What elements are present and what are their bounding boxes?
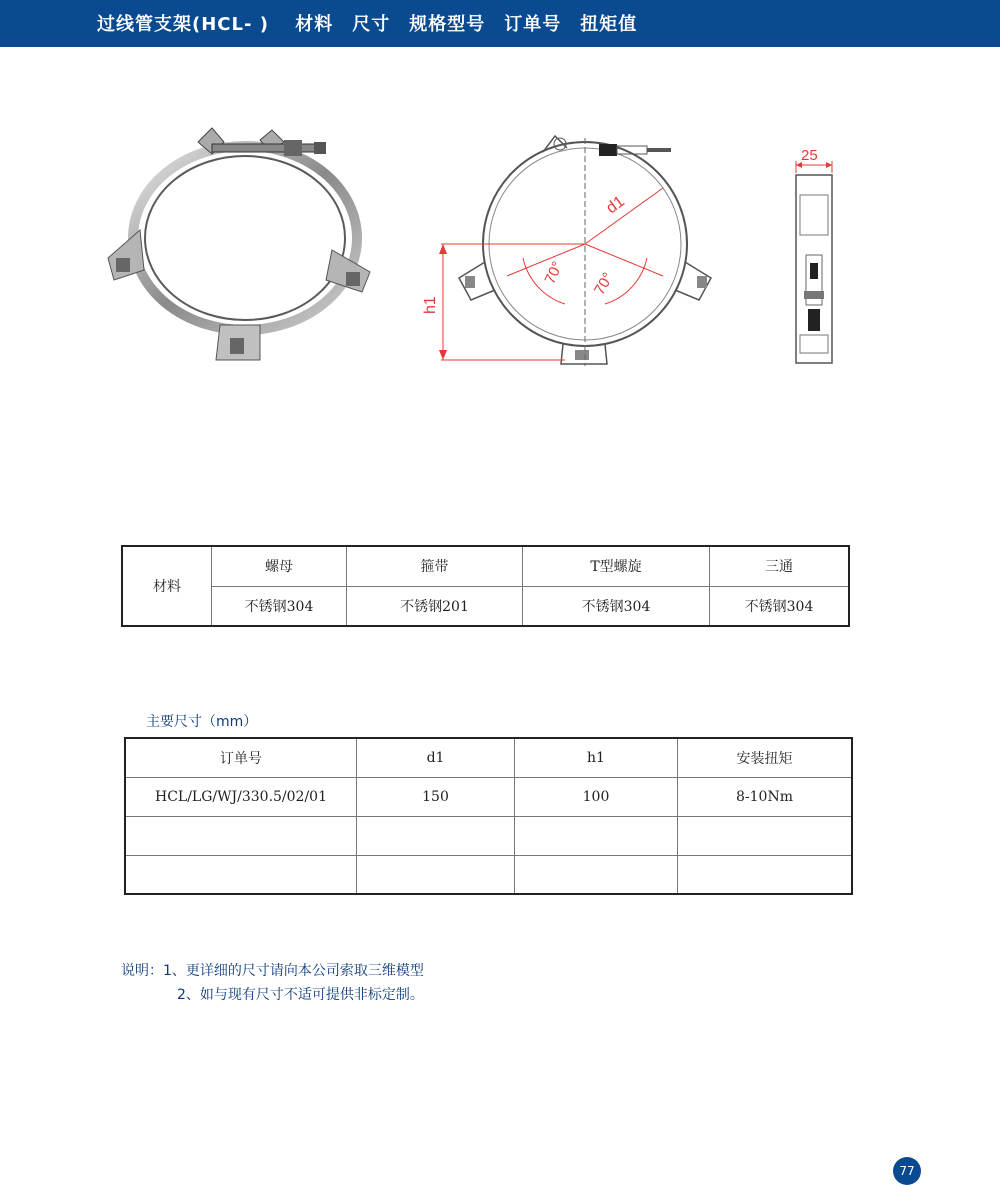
front-view-drawing — [415, 130, 725, 375]
dim-header-h1: h1 — [515, 738, 678, 777]
materials-header-nut: 螺母 — [212, 546, 347, 586]
materials-header-tee: 三通 — [710, 546, 850, 586]
dim-header-d1: d1 — [357, 738, 515, 777]
materials-value-tee: 不锈钢304 — [710, 586, 850, 626]
dim-cell-torque — [678, 816, 853, 855]
note-line-1: 说明：1、更详细的尺寸请向本公司索取三维模型 — [121, 963, 424, 979]
materials-value-nut: 不锈钢304 — [212, 586, 347, 626]
table-row — [125, 777, 852, 816]
angle-left-label: 70° — [541, 258, 567, 287]
width-label: 25 — [801, 147, 818, 164]
dim-cell-h1: 100 — [515, 777, 678, 816]
dim-cell-h1 — [515, 816, 678, 855]
dim-cell-order: HCL/LG/WJ/330.5/02/01 — [125, 777, 357, 816]
dim-cell-torque: 8-10Nm — [678, 777, 853, 816]
materials-value-band: 不锈钢201 — [347, 586, 523, 626]
materials-value-tbolt: 不锈钢304 — [523, 586, 710, 626]
dimensions-table — [124, 737, 853, 895]
dim-cell-d1 — [357, 855, 515, 894]
angle-right-label: 70° — [590, 269, 618, 298]
d1-label: d1 — [603, 193, 628, 218]
h1-label: h1 — [422, 296, 439, 314]
dim-cell-d1 — [357, 816, 515, 855]
dimensions-caption: 主要尺寸（mm） — [146, 714, 258, 730]
note-line-2: 2、如与现有尺寸不适可提供非标定制。 — [177, 987, 424, 1003]
dim-cell-order — [125, 816, 357, 855]
materials-header-band: 箍带 — [347, 546, 523, 586]
materials-header-tbolt: T型螺旋 — [523, 546, 710, 586]
materials-table — [121, 545, 850, 627]
header-title: 过线管支架(HCL- ) 材料 尺寸 规格型号 订单号 扭矩值 — [97, 14, 638, 35]
page-number: 77 — [893, 1157, 921, 1185]
side-view-drawing — [780, 145, 850, 370]
dim-header-torque: 安装扭矩 — [678, 738, 853, 777]
materials-row-label: 材料 — [122, 546, 212, 626]
dim-header-order: 订单号 — [125, 738, 357, 777]
page-header — [0, 0, 1000, 47]
dim-cell-d1: 150 — [357, 777, 515, 816]
table-row — [125, 816, 852, 855]
dim-cell-torque — [678, 855, 853, 894]
dim-cell-order — [125, 855, 357, 894]
dim-cell-h1 — [515, 855, 678, 894]
table-row — [125, 855, 852, 894]
product-photo — [100, 120, 380, 370]
